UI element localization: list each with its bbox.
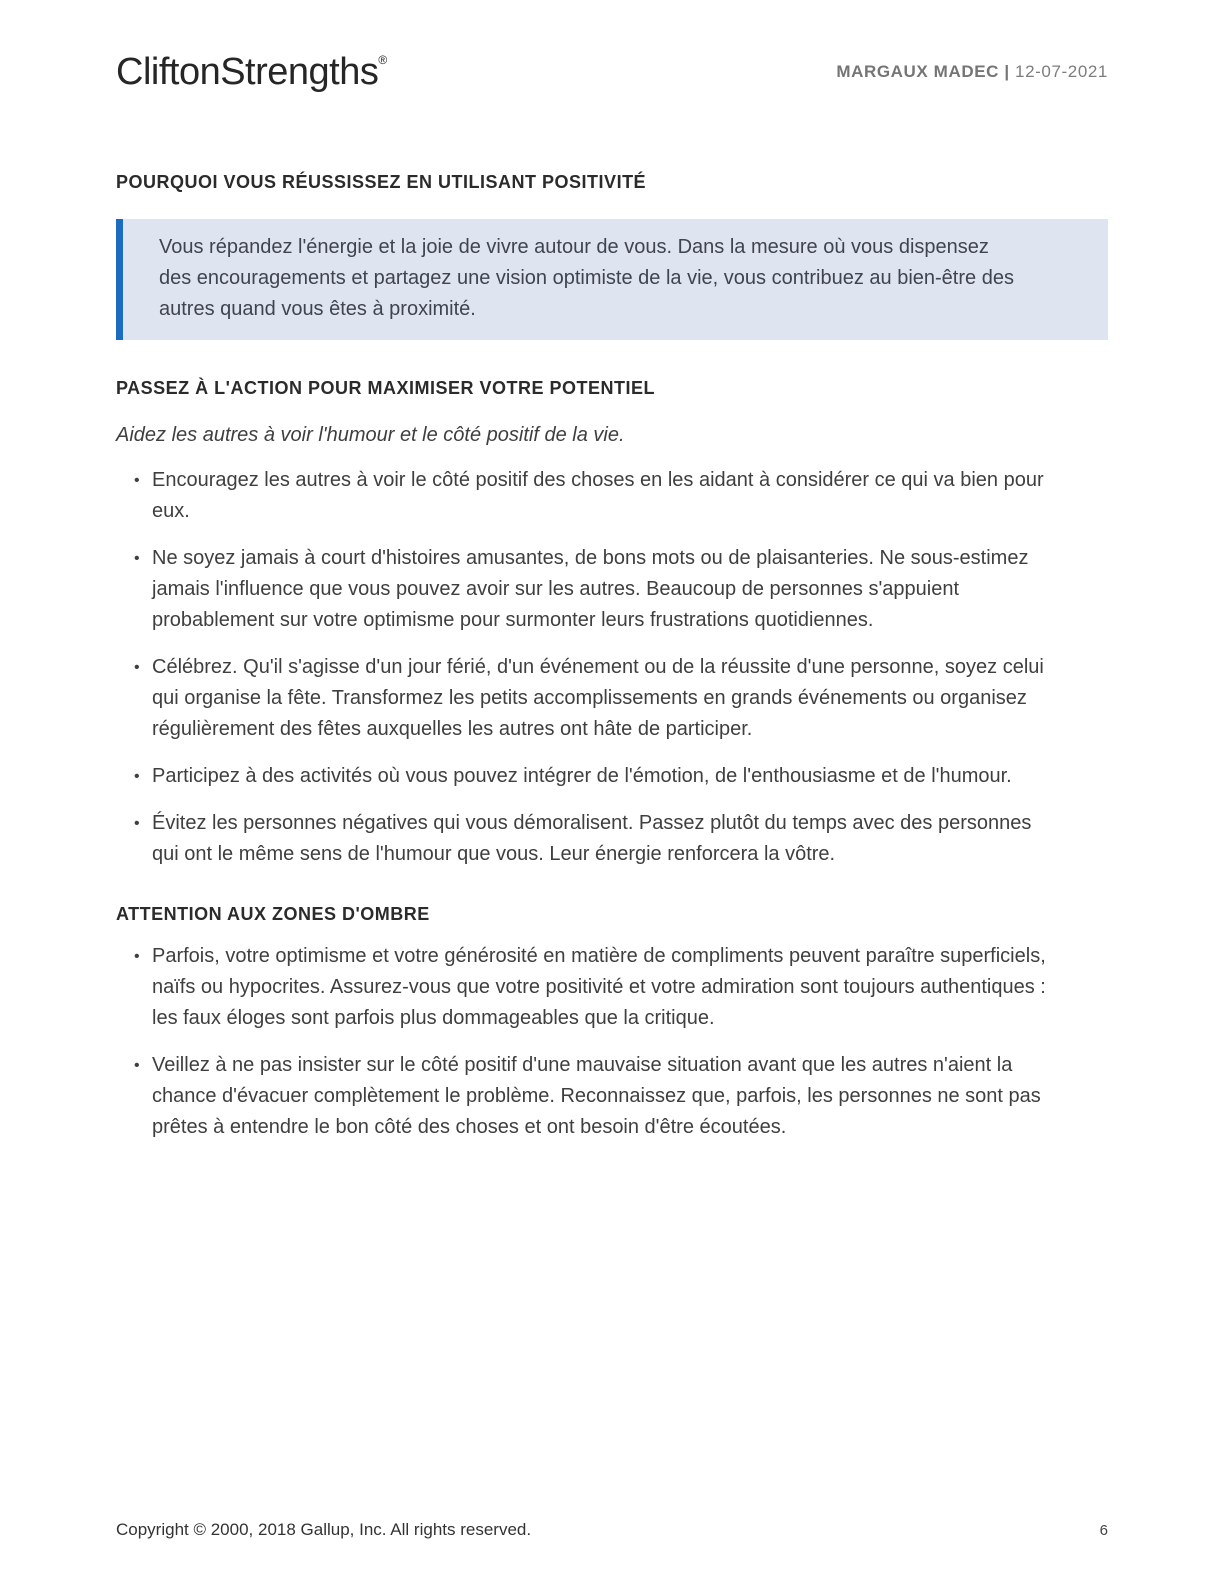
list-item — [116, 941, 1108, 1034]
list-item — [116, 652, 1108, 745]
bullet-icon: • — [134, 948, 140, 965]
bullet-icon: • — [134, 472, 140, 489]
bullet-icon: • — [134, 815, 140, 832]
list-item — [116, 543, 1108, 636]
list-item — [116, 465, 1108, 527]
list-item-text: Encouragez les autres à voir le côté positif des choses en les aidant à considérer ce qui va bien pour eux. — [152, 469, 1044, 522]
section-heading-why: POURQUOI VOUS RÉUSSISSEZ EN UTILISANT POSITIVITÉ — [116, 172, 647, 192]
bullet-icon: • — [134, 768, 140, 785]
list-item-text: Célébrez. Qu'il s'agisse d'un jour férié, d'un événement ou de la réussite d'une personne, soyez celui qui organise la fête. Transformez les petits accomplissements en grands événements ou organisez régulièrement des fêtes auxquelles les autres ont hâte de participer. — [152, 656, 1044, 740]
report-meta — [836, 62, 1108, 82]
cliftonstrengths-logo — [116, 53, 387, 91]
list-item-text: Participez à des activités où vous pouvez intégrer de l'émotion, de l'enthousiasme et de l'humour. — [152, 765, 1012, 787]
bullet-icon: • — [134, 659, 140, 676]
bullet-icon: • — [134, 550, 140, 567]
list-item — [116, 808, 1108, 870]
list-item-text: Veillez à ne pas insister sur le côté positif d'une mauvaise situation avant que les autres n'aient la chance d'évacuer complètement le problème. Reconnaissez que, parfois, les personnes ne sont pas prêtes à entendre le bon côté des choses et ont besoin d'être écoutées. — [152, 1054, 1041, 1138]
section-heading-action: PASSEZ À L'ACTION POUR MAXIMISER VOTRE POTENTIEL — [116, 378, 655, 398]
list-item-text: Parfois, votre optimisme et votre générosité en matière de compliments peuvent paraître superficiels, naïfs ou hypocrites. Assurez-vous que votre positivité et votre admiration sont toujours authentiques : les faux éloges sont parfois plus dommageables que la critique. — [152, 945, 1046, 1029]
copyright-text: Copyright © 2000, 2018 Gallup, Inc. All rights reserved. — [116, 1520, 532, 1539]
page-footer — [116, 1520, 1108, 1540]
report-date: 12-07-2021 — [1009, 62, 1108, 81]
strength-callout — [116, 219, 1108, 340]
registered-trademark-icon: ® — [378, 53, 387, 67]
list-item-text: Ne soyez jamais à court d'histoires amusantes, de bons mots ou de plaisanteries. Ne sous-estimez jamais l'influence que vous pouvez avoir sur les autres. Beaucoup de personnes s'appuient probablement sur votre optimisme pour surmonter leurs frustrations quotidiennes. — [152, 547, 1029, 631]
person-name: MARGAUX MADEC | — [836, 62, 1010, 81]
logo-text: CliftonStrengths — [116, 51, 379, 93]
bullet-icon: • — [134, 1057, 140, 1074]
action-intro: Aidez les autres à voir l'humour et le côté positif de la vie. — [116, 424, 625, 446]
list-item — [116, 761, 1108, 792]
page-header — [116, 0, 1108, 100]
callout-text: Vous répandez l'énergie et la joie de vivre autour de vous. Dans la mesure où vous dispensez des encouragements et partagez une vision optimiste de la vie, vous contribuez au bien-être des autres quand vous êtes à proximité. — [159, 236, 1014, 320]
list-item — [116, 1050, 1108, 1143]
section-heading-blindspots: ATTENTION AUX ZONES D'OMBRE — [116, 904, 430, 924]
page-number: 6 — [1099, 1522, 1108, 1539]
list-item-text: Évitez les personnes négatives qui vous démoralisent. Passez plutôt du temps avec des personnes qui ont le même sens de l'humour que vous. Leur énergie renforcera la vôtre. — [152, 812, 1032, 865]
action-bullet-list — [116, 465, 1108, 870]
blindspots-bullet-list — [116, 941, 1108, 1143]
